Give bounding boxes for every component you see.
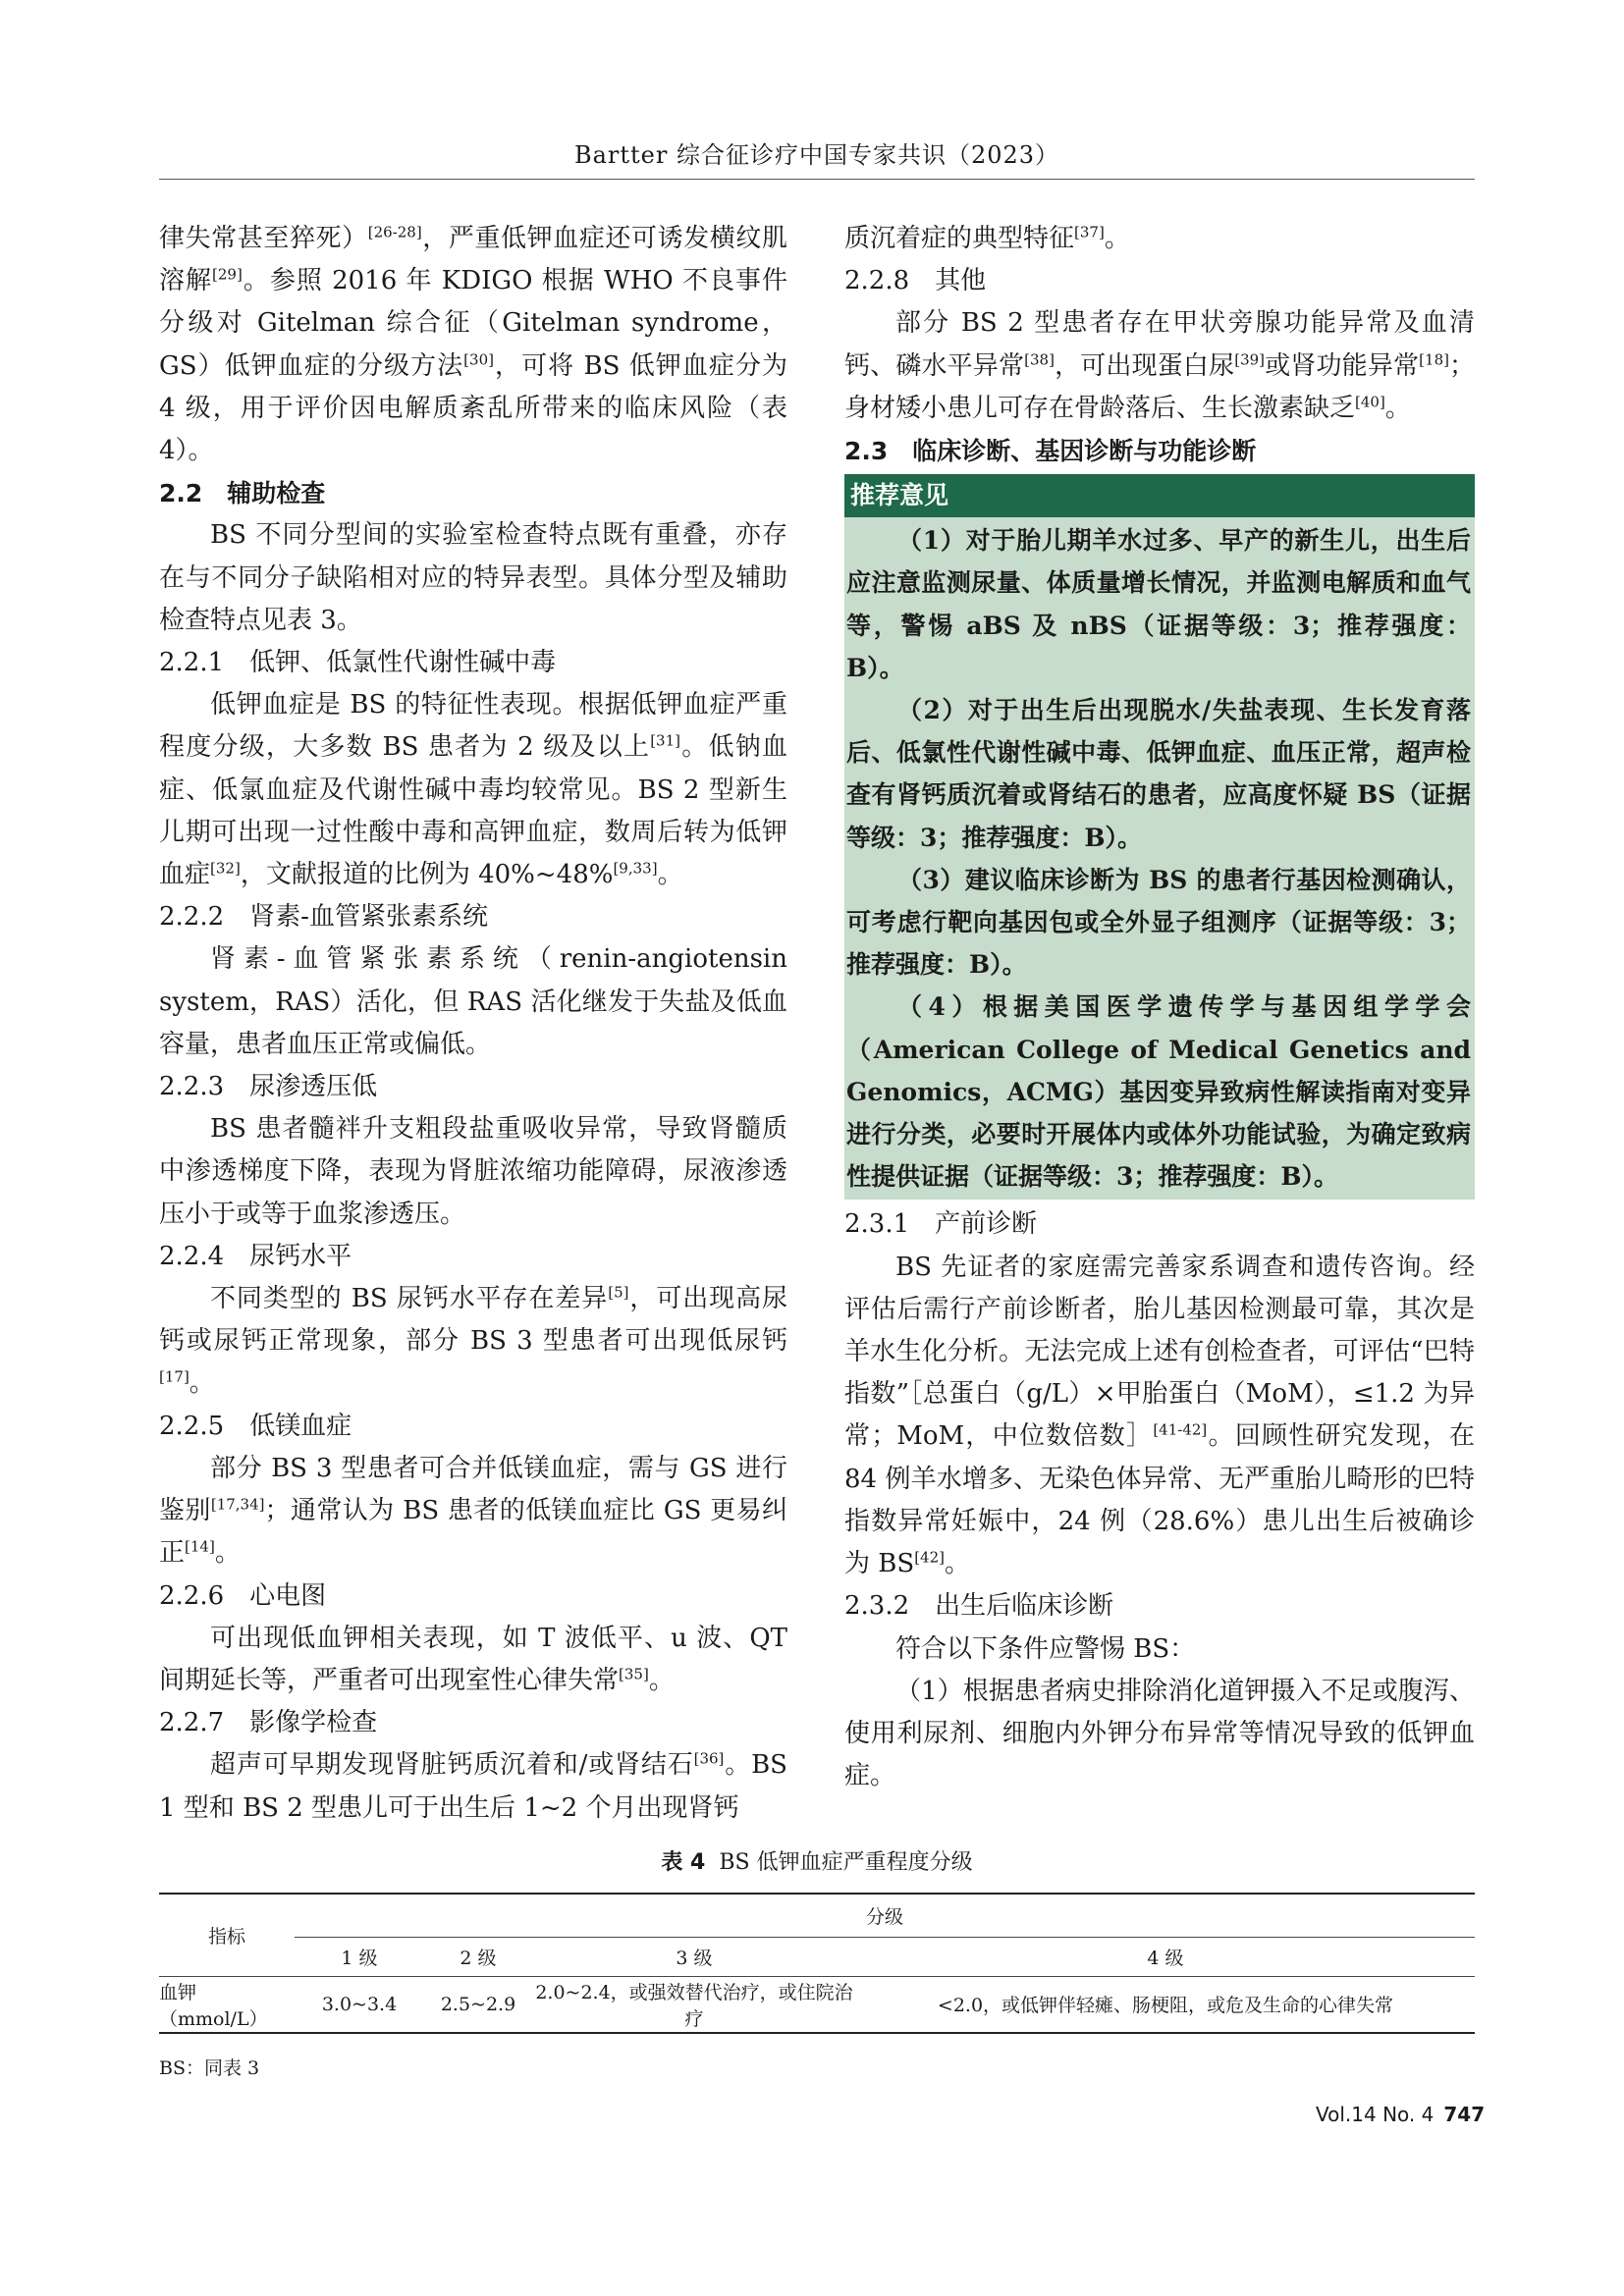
- table-header-grade: 4 级: [1147, 1947, 1184, 1969]
- subsection-heading: 2.2.1 低钾、低氯性代谢性碱中毒: [159, 648, 557, 678]
- section-heading: 2.2 辅助检查: [159, 479, 326, 508]
- subsection-heading: 2.2.5 低镁血症: [159, 1411, 352, 1441]
- subsection-heading: 2.3.1 产前诊断: [844, 1209, 1038, 1240]
- table-header-indicator: 指标: [159, 1894, 295, 1976]
- paragraph: 部分 BS 3 型患者可合并低镁血症，需与 GS 进行鉴别[17,34]；通常认为 BS 患者的低镁血症比 GS 更易纠正[14]。: [159, 1453, 787, 1569]
- recommendation-item: （3）建议临床诊断为 BS 的患者行基因检测确认，可考虑行靶向基因包或全外显子组测序（证据等级：3；推荐强度：B）。: [846, 865, 1471, 980]
- citation: [39]: [1234, 349, 1266, 368]
- subsection-heading: 2.2.8 其他: [844, 266, 987, 296]
- paragraph: BS 不同分型间的实验室检查特点既有重叠，亦存在与不同分子缺陷相对应的特异表型。具体分型及辅助检查特点见表 3。: [159, 520, 787, 635]
- citation: [35]: [619, 1665, 649, 1683]
- table-title: BS 低钾血症严重程度分级: [719, 1850, 973, 1875]
- recommendation-item: （2）对于出生后出现脱水/失盐表现、生长发育落后、低氯性代谢性碱中毒、低钾血症、血压正常，超声检查有肾钙质沉着或肾结石的患者，应高度怀疑 BS（证据等级：3；推荐强度：B）。: [846, 696, 1471, 852]
- subsection-heading: 2.2.4 尿钙水平: [159, 1241, 352, 1271]
- table-header-grade: 2 级: [460, 1947, 497, 1969]
- citation: [17,34]: [210, 1495, 265, 1514]
- citation: [29]: [212, 265, 243, 284]
- subsection-heading: 2.3.2 出生后临床诊断: [844, 1591, 1114, 1622]
- citation: [5]: [608, 1283, 629, 1302]
- citation: [14]: [185, 1537, 215, 1556]
- table-cell: <2.0，或低钾伴轻瘫、肠梗阻，或危及生命的心律失常: [937, 1995, 1394, 2017]
- paragraph: BS 患者髓袢升支粗段盐重吸收异常，导致肾髓质中渗透梯度下降，表现为肾脏浓缩功能障碍，尿液渗透压小于或等于血浆渗透压。: [159, 1114, 787, 1229]
- right-column-top: [844, 218, 1475, 472]
- grade-table: [159, 1893, 1475, 2034]
- page-footer: [1316, 2103, 1485, 2126]
- paragraph: 符合以下条件应警惕 BS：: [895, 1633, 1196, 1664]
- table-cell: 2.5~2.9: [440, 1993, 516, 2015]
- table-row-label: 血钾（mmol/L）: [159, 1981, 268, 2030]
- citation: [41-42]: [1153, 1420, 1208, 1439]
- recommendation-box: [844, 474, 1475, 1200]
- table-note: BS：同表 3: [159, 2057, 260, 2079]
- header-rule: [159, 179, 1475, 180]
- left-column: [159, 218, 787, 1830]
- citation: [42]: [914, 1548, 945, 1567]
- paragraph: 可出现低血钾相关表现，如 T 波低平、u 波、QT 间期延长等，严重者可出现室性心律失常[35]。: [159, 1623, 787, 1695]
- citation: [18]: [1419, 349, 1449, 368]
- citation: [30]: [463, 349, 494, 368]
- paragraph: 不同类型的 BS 尿钙水平存在差异[5]，可出现高尿钙或尿钙正常现象，部分 BS 3 型患者可出现低尿钙[17]。: [159, 1283, 787, 1399]
- table-header-grade: 1 级: [341, 1947, 378, 1969]
- page-number: 747: [1443, 2103, 1486, 2126]
- paragraph: 部分 BS 2 型患者存在甲状旁腺功能异常及血清钙、磷水平异常[38]，可出现蛋白尿[39]或肾功能异常[18]；身材矮小患儿可存在骨龄落后、生长激素缺乏[40]。: [844, 308, 1475, 423]
- journal-volume: Vol.14 No. 4: [1316, 2103, 1435, 2126]
- citation: [36]: [693, 1749, 725, 1768]
- table-cell: 3.0~3.4: [321, 1993, 398, 2015]
- citation: [40]: [1355, 393, 1385, 411]
- table-header-grade: 3 级: [676, 1947, 713, 1969]
- paragraph: 质沉着症的典型特征[37]。: [844, 223, 1130, 253]
- citation: [32]: [210, 859, 241, 878]
- paragraph: （1）根据患者病史排除消化道钾摄入不足或腹泻、使用利尿剂、细胞内外钾分布异常等情况导致的低钾血症。: [844, 1676, 1475, 1791]
- paragraph: 肾素-血管紧张素系统（renin-angiotensin system，RAS）活化，但 RAS 活化继发于失盐及低血容量，患者血压正常或偏低。: [159, 944, 787, 1059]
- running-header: Bartter 综合征诊疗中国专家共识（2023）: [573, 141, 1060, 169]
- table-label: 表 4: [661, 1850, 706, 1875]
- recommendation-item: （4）根据美国医学遗传学与基因组学学会（American College of Medical Genetics and Genomics，ACMG）基因变异致病性解读指南对变异进行分类，必要时开展体内或体外功能试验，为确定致病性提供证据（证据等级：3；推荐强度：B）。: [846, 992, 1471, 1192]
- table-header-group: 分级: [295, 1894, 1475, 1937]
- recommendation-title: 推荐意见: [844, 474, 1475, 517]
- table-caption: [159, 1845, 1475, 1876]
- subsection-heading: 2.2.2 肾素-血管紧张素系统: [159, 902, 488, 933]
- paragraph: 律失常甚至猝死）[26-28]，严重低钾血症还可诱发横纹肌溶解[29]。参照 2016 年 KDIGO 根据 WHO 不良事件分级对 Gitelman 综合征（Gitelman syndrome，GS）低钾血症的分级方法[30]，可将 BS 低钾血症分为 4 级，用于评价因电解质紊乱所带来的临床风险（表 4）。: [159, 223, 787, 466]
- citation: [26-28]: [367, 223, 422, 241]
- paragraph: 低钾血症是 BS 的特征性表现。根据低钾血症严重程度分级，大多数 BS 患者为 2 级及以上[31]。低钠血症、低氯血症及代谢性碱中毒均较常见。BS 2 型新生儿期可出现一过性酸中毒和高钾血症，数周后转为低钾血症[32]，文献报道的比例为 40%~48%[9,33]。: [159, 690, 787, 890]
- recommendation-item: （1）对于胎儿期羊水过多、早产的新生儿，出生后应注意监测尿量、体质量增长情况，并监测电解质和血气等，警惕 aBS 及 nBS（证据等级：3；推荐强度：B）。: [846, 526, 1471, 682]
- section-heading: 2.3 临床诊断、基因诊断与功能诊断: [844, 437, 1257, 466]
- recommendation-body: [844, 517, 1475, 1200]
- paragraph: 超声可早期发现肾脏钙质沉着和/或肾结石[36]。BS 1 型和 BS 2 型患儿可于出生后 1~2 个月出现肾钙: [159, 1749, 787, 1823]
- table-cell: 2.0~2.4，或强效替代治疗，或住院治疗: [535, 1981, 853, 2030]
- citation: [9,33]: [613, 859, 658, 878]
- subsection-heading: 2.2.7 影像学检查: [159, 1708, 378, 1738]
- right-column: [844, 218, 1475, 1797]
- citation: [31]: [650, 731, 680, 750]
- citation: [17]: [159, 1367, 189, 1386]
- subsection-heading: 2.2.6 心电图: [159, 1580, 327, 1611]
- citation: [38]: [1024, 349, 1055, 368]
- subsection-heading: 2.2.3 尿渗透压低: [159, 1072, 378, 1102]
- citation: [37]: [1074, 223, 1105, 241]
- right-column-bottom: [844, 1203, 1475, 1797]
- paragraph: BS 先证者的家庭需完善家系调查和遗传咨询。经评估后需行产前诊断者，胎儿基因检测最可靠，其次是羊水生化分析。无法完成上述有创检查者，可评估“巴特指数”［总蛋白（g/L）×甲胎蛋白（MoM），≤1.2 为异常；MoM，中位数倍数］[41-42]。回顾性研究发现，在 84 例羊水增多、无染色体异常、无严重胎儿畸形的巴特指数异常妊娠中，24 例（28.6%）患儿出生后被确诊为 BS[42]。: [844, 1252, 1475, 1579]
